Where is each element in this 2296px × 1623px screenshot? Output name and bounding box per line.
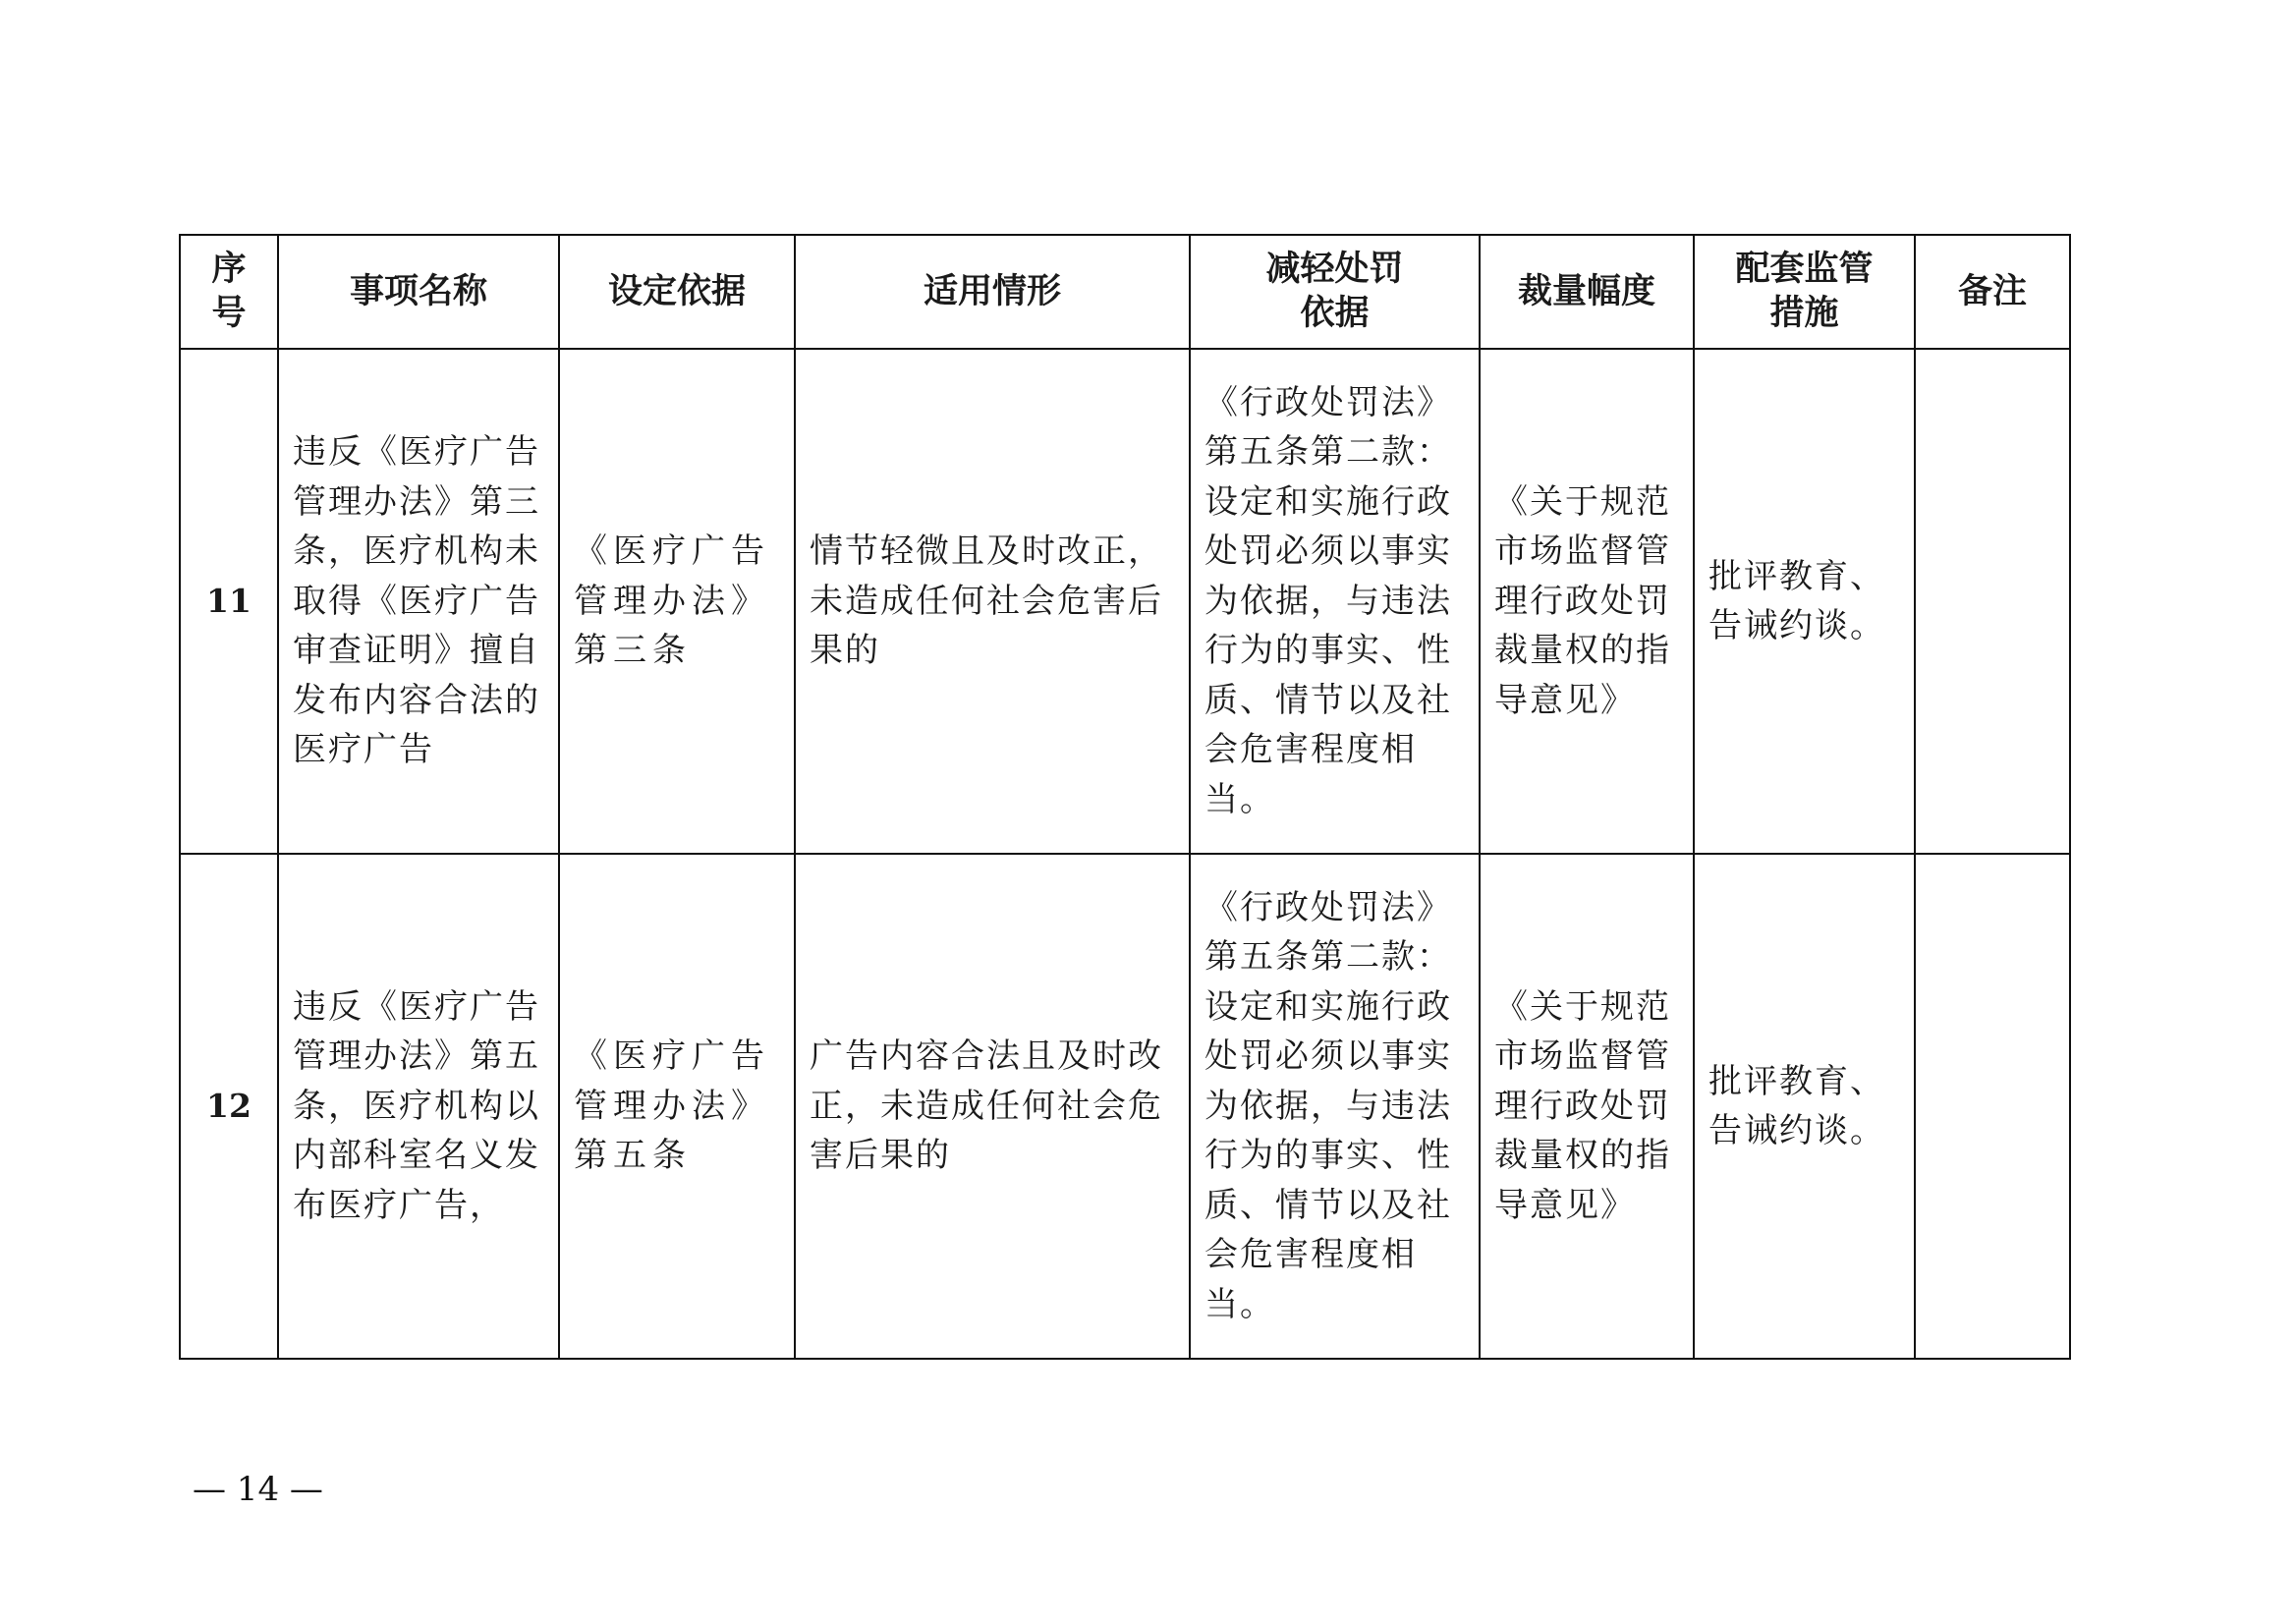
cell-supervision-measures: 批评教育、告诫约谈。 — [1694, 349, 1915, 854]
header-basis: 设定依据 — [559, 235, 795, 349]
table-row — [180, 349, 2070, 854]
cell-seq: 11 — [180, 349, 278, 854]
header-seq: 序 号 — [180, 235, 278, 349]
cell-remark — [1915, 854, 2070, 1359]
header-discretion-range: 裁量幅度 — [1480, 235, 1694, 349]
cell-mitigation-basis: 《行政处罚法》第五条第二款：设定和实施行政处罚必须以事实为依据，与违法行为的事实、性质、情节以及社会危害程度相当。 — [1190, 854, 1480, 1359]
header-situation: 适用情形 — [795, 235, 1190, 349]
cell-discretion-range: 《关于规范市场监督管理行政处罚裁量权的指导意见》 — [1480, 854, 1694, 1359]
cell-basis: 《医疗广告管理办法》第五条 — [559, 854, 795, 1359]
cell-item-name: 违反《医疗广告管理办法》第三条，医疗机构未取得《医疗广告审查证明》擅自发布内容合法的医疗广告 — [278, 349, 559, 854]
header-mitigation-basis: 减轻处罚 依据 — [1190, 235, 1480, 349]
cell-mitigation-basis: 《行政处罚法》第五条第二款：设定和实施行政处罚必须以事实为依据，与违法行为的事实、性质、情节以及社会危害程度相当。 — [1190, 349, 1480, 854]
cell-item-name: 违反《医疗广告管理办法》第五条，医疗机构以内部科室名义发布医疗广告， — [278, 854, 559, 1359]
table-row — [180, 854, 2070, 1359]
cell-seq: 12 — [180, 854, 278, 1359]
header-item-name: 事项名称 — [278, 235, 559, 349]
header-supervision-measures: 配套监管 措施 — [1694, 235, 1915, 349]
cell-situation: 情节轻微且及时改正，未造成任何社会危害后果的 — [795, 349, 1190, 854]
table-header-row — [180, 235, 2070, 349]
cell-remark — [1915, 349, 2070, 854]
page-number: — 14 — — [193, 1470, 323, 1509]
cell-basis: 《医疗广告管理办法》第三条 — [559, 349, 795, 854]
cell-discretion-range: 《关于规范市场监督管理行政处罚裁量权的指导意见》 — [1480, 349, 1694, 854]
header-remark: 备注 — [1915, 235, 2070, 349]
cell-situation: 广告内容合法且及时改正，未造成任何社会危害后果的 — [795, 854, 1190, 1359]
cell-supervision-measures: 批评教育、告诫约谈。 — [1694, 854, 1915, 1359]
penalty-table — [179, 234, 2071, 1360]
